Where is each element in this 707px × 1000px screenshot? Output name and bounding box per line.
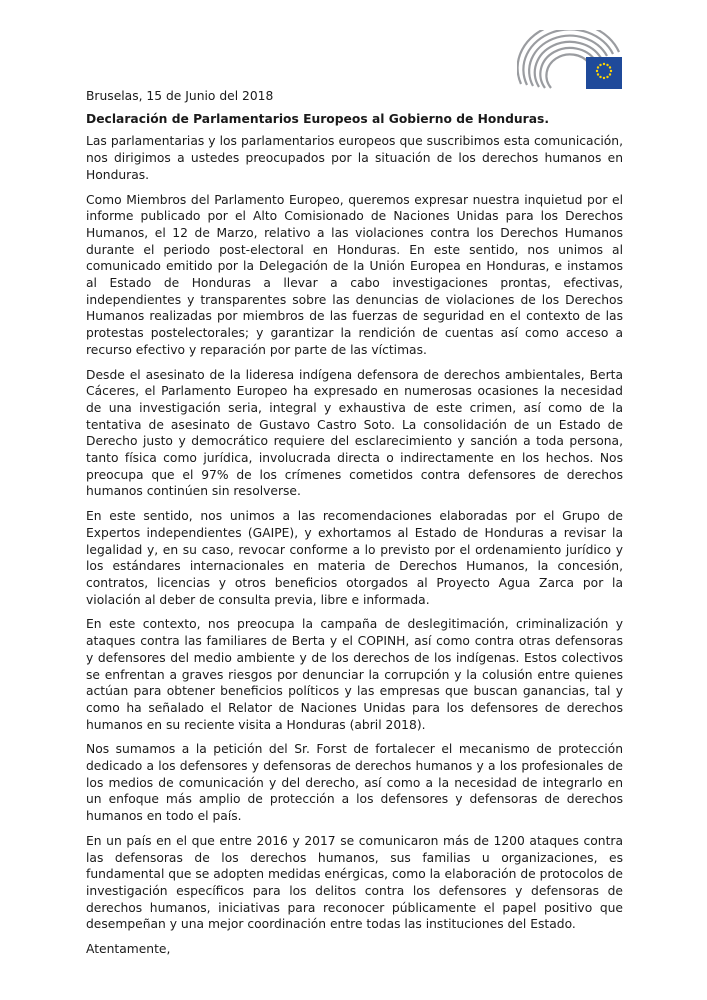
paragraph: Como Miembros del Parlamento Europeo, queremos expresar nuestra inquietud por el informe publicado por el Alto Comisionado de Naciones Unidas para los Derechos Humanos, el 12 de Marzo, relativo a las violaciones contra los Derechos Humanos durante el periodo post-electoral en Honduras. En este sentido, nos unimos al comunicado emitido por la Delegación de la Unión Europea en Honduras, e instamos al Estado de Honduras a llevar a cabo investigaciones prontas, efectivas, independientes y transparentes sobre las denuncias de violaciones de los Derechos Humanos realizadas por miembros de las fuerzas de seguridad en el contexto de las protestas postelectorales; y garantizar la rendición de cuentas así como acceso a recurso efectivo y reparación por parte de las víctimas. (86, 192, 623, 357)
eu-flag-icon (586, 57, 622, 89)
paragraph: En un país en el que entre 2016 y 2017 se comunicaron más de 1200 ataques contra las defensoras de los derechos humanos, sus familias u organizaciones, es fundamental que se adopten medidas enérgicas, como la elaboración de protocolos de investigación específicos para los delitos contra los defensores y defensoras de derechos humanos, iniciativas para reconocer públicamente el papel positivo que desempeñan y una mejor coordinación entre todas las instituciones del Estado. (86, 833, 623, 932)
letter-body (86, 88, 623, 966)
letter-date: Bruselas, 15 de Junio del 2018 (86, 89, 274, 103)
paragraph: Las parlamentarias y los parlamentarios europeos que suscribimos esta comunicación, nos dirigimos a ustedes preocupados por la situación de los derechos humanos en Honduras. (86, 134, 623, 182)
paragraph: Desde el asesinato de la lideresa indígena defensora de derechos ambientales, Berta Cáceres, el Parlamento Europeo ha expresado en numerosas ocasiones la necesidad de una investigación seria, integral y exhaustiva de este crimen, así como de la tentativa de asesinato de Gustavo Castro Soto. La consolidación de un Estado de Derecho justo y democrático requiere del esclarecimiento y sanción a toda persona, tanto física como jurídica, involucrada directa o indirectamente en los hechos. Nos preocupa que el 97% de los crímenes cometidos contra defensores de derechos humanos continúen sin resolverse. (86, 367, 623, 499)
paragraph: En este contexto, nos preocupa la campaña de deslegitimación, criminalización y ataques contra las familiares de Berta y el COPINH, así como contra otras defensoras y defensores del medio ambiente y de los derechos de los indígenas. Estos colectivos se enfrentan a graves riesgos por denunciar la corrupción y la colusión entre quienes actúan para obtener beneficios políticos y las empresas que buscan ganancias, tal y como ha señalado el Relator de Naciones Unidas para los defensores de derechos humanos en su reciente visita a Honduras (abril 2018). (86, 617, 623, 732)
letter-closing: Atentamente, (86, 942, 171, 957)
paragraph: En este sentido, nos unimos a las recomendaciones elaboradas por el Grupo de Expertos independientes (GAIPE), y exhortamos al Estado de Honduras a revisar la legalidad y, en su caso, revocar conforme a lo previsto por el ordenamiento jurídico y los estándares internacionales en materia de Derechos Humanos, la concesión, contratos, licencias y otros beneficios otorgados al Proyecto Agua Zarca por la violación al deber de consulta previa, libre e informada. (86, 509, 623, 607)
paragraph: Nos sumamos a la petición del Sr. Forst de fortalecer el mecanismo de protección dedicado a los defensores y defensoras de derechos humanos y a los profesionales de los medios de comunicación y del derecho, así como a la necesidad de integrarlo en un enfoque más amplio de protección a los defensores y defensoras de derechos humanos en todo el país. (86, 742, 623, 824)
letter-title: Declaración de Parlamentarios Europeos al Gobierno de Honduras. (86, 111, 550, 126)
european-parliament-logo-icon (517, 30, 623, 92)
